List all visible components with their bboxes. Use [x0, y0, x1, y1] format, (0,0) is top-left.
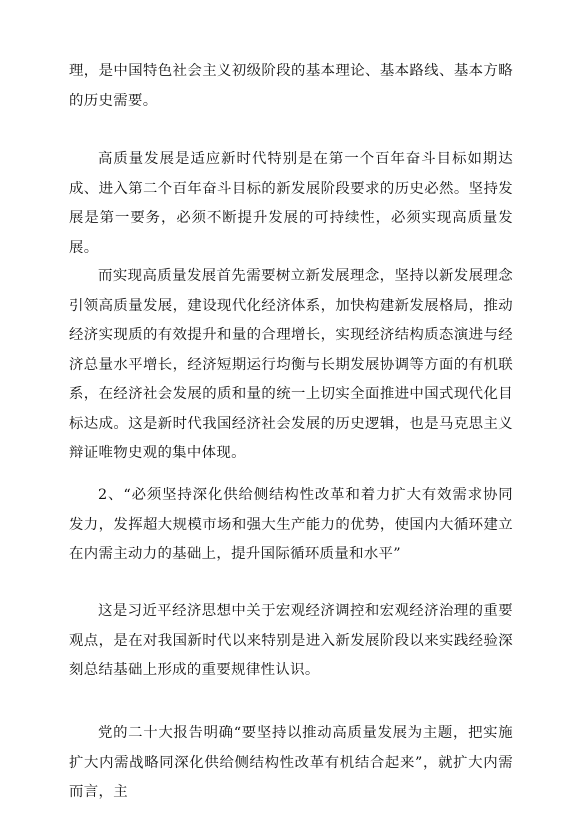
paragraph-high-quality-development: 高质量发展是适应新时代特别是在第一个百年奋斗目标如期达成、进入第二个百年奋斗目标的新发展阶段要求的历史必然。坚持发展是第一要务，必须不断提升发展的可持续性，必须实现高质量发展。	[69, 151, 513, 256]
paragraph-new-development-concept: 而实现高质量发展首先需要树立新发展理念，坚持以新发展理念引领高质量发展，建设现代化经济体系，加快构建新发展格局，推动经济实现质的有效提升和量的合理增长，实现经济结构质态演进与经济总量水平增长，经济短期运行均衡与长期发展协调等方面的有机联系，在经济社会发展的质和量的统一上切实全面推进中国式现代化目标达成。这是新时代我国经济社会发展的历史逻辑，也是马克思主义辩证唯物史观的集中体现。	[69, 268, 513, 461]
paragraph-twentieth-congress: 党的二十大报告明确“要坚持以推动高质量发展为主题，把实施扩大内需战略同深化供给侧结构性改革有机结合起来”，就扩大内需而言，主	[69, 725, 513, 800]
paragraph-numbered-heading: 2、“必须坚持深化供给侧结构性改革和着力扩大有效需求协同发力，发挥超大规模市场和强大生产能力的优势，使国内大循环建立在内需主动力的基础上，提升国际循环质量和水平”	[69, 487, 513, 562]
paragraph-macro-regulation: 这是习近平经济思想中关于宏观经济调控和宏观经济治理的重要观点，是在对我国新时代以来特别是进入新发展阶段以来实践经验深刻总结基础上形成的重要规律性认识。	[69, 603, 513, 678]
paragraph-continued: 理，是中国特色社会主义初级阶段的基本理论、基本路线、基本方略的历史需要。	[69, 63, 513, 109]
